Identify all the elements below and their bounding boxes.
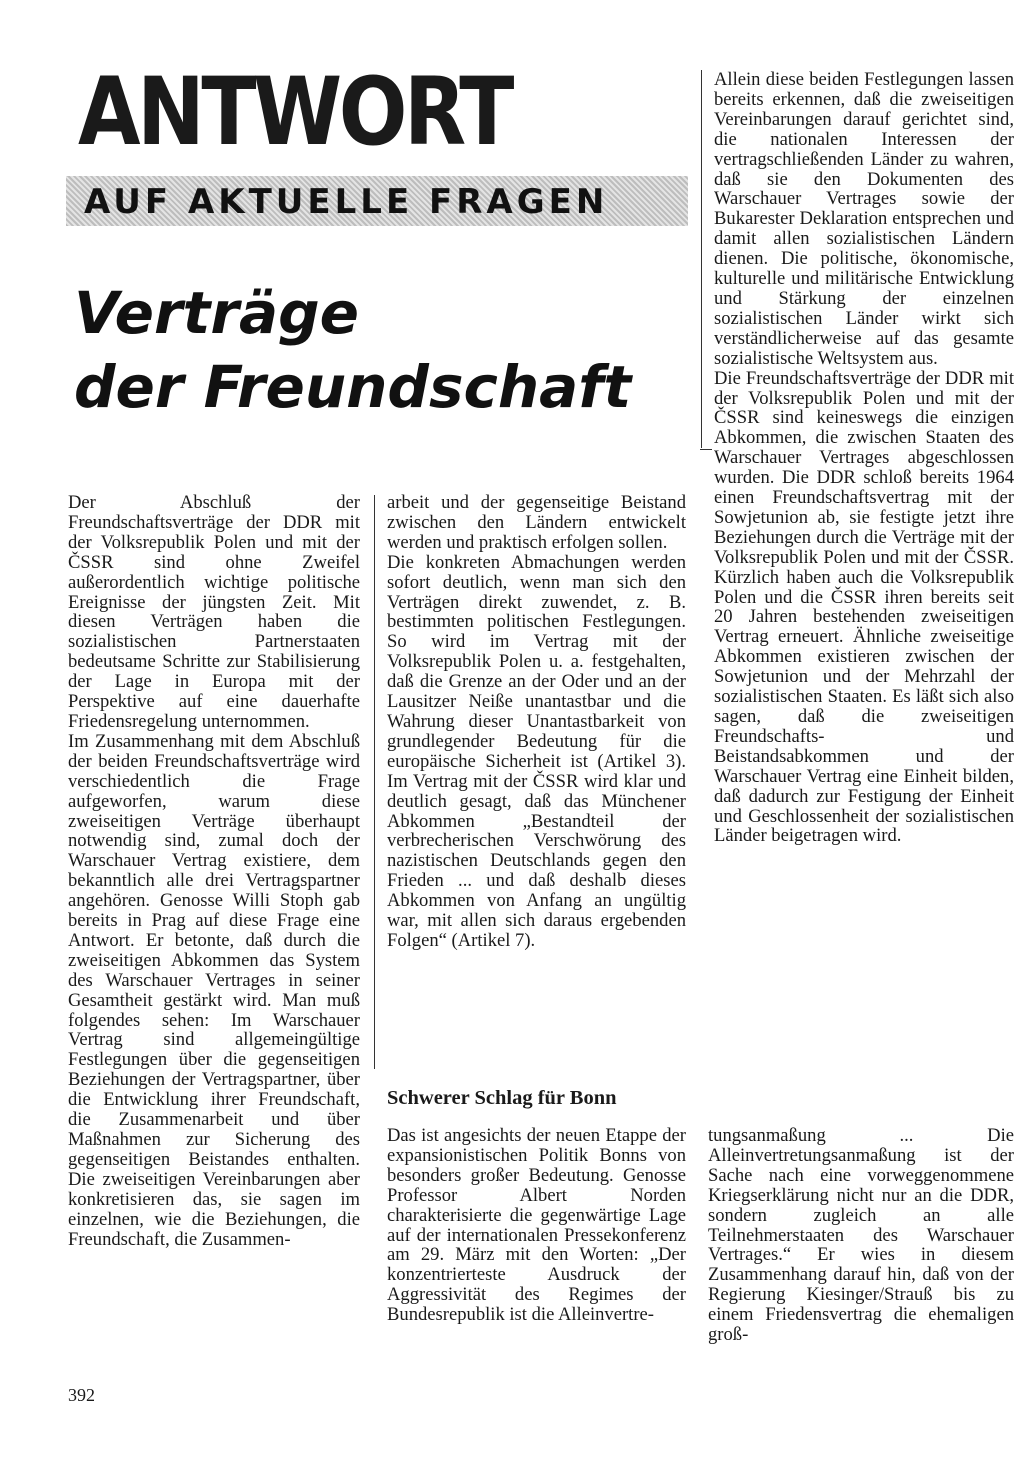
section-heading: Schwerer Schlag für Bonn [387,1087,617,1109]
paragraph: Die konkreten Abmachungen werden sofort deutlich, wenn man sich den Verträgen direkt zuwendet, z. B. bestimmten politischen Festlegungen. So wird im Vertrag mit der Volksrepublik Polen u. a. festgehalten, daß die Grenze an der Oder und an der Lausitzer Neiße unantastbar und die Wahrung dieser Unantastbarkeit von grundlegender Bedeutung für die europäische Sicherheit ist (Artikel 3). Im Vertrag mit der ČSSR wird klar und deutlich gesagt, daß das Münchener Abkommen „Bestandteil der verbrecherischen Verschwörung des nazistischen Deutschlands gegen den Frieden ... und daß deshalb dieses Abkommen von Anfang an ungültig war, mit allen sich daraus ergebenden Folgen“ (Artikel 7). [387,551,686,951]
middle-column-bottom [387,1126,686,1325]
page-number: 392 [68,1385,95,1405]
right-column-bottom [708,1126,1014,1345]
paragraph: Die Freundschaftsverträge der DDR mit der Volksrepublik Polen und mit der ČSSR sind keineswegs die einzigen Abkommen, die zwischen Staaten des Warschauer Vertrages abgeschlossen wurden. Die DDR schloß bereits 1964 einen Freundschaftsvertrag mit der Sowjetunion ab, sie festigte jetzt ihre Beziehungen durch die Verträge mit der Volksrepublik Polen und mit der ČSSR. Kürzlich haben auch die Volksrepublik Polen und die ČSSR ihren bereits seit 20 Jahren bestehenden zweiseitigen Vertrag erneuert. Ähnliche zweiseitige Abkommen existieren zwischen der Sowjetunion und der Mehrzahl der sozialistischen Staaten. Es läßt sich also sagen, daß die zweiseitigen Freundschafts- und Beistandsabkommen und der Warschauer Vertrag eine Einheit bilden, daß dadurch zur Festigung der Einheit und Geschlossenheit der sozialistischen Länder beigetragen wird. [714,367,1014,847]
main-title-line-2: der Freundschaft [74,353,632,421]
main-title [74,276,631,424]
paragraph: arbeit und der gegenseitige Beistand zwischen den Ländern entwickelt werden und praktisch erfolgen sollen. [387,492,686,553]
left-column [68,493,360,1249]
right-column-top [714,70,1014,846]
paragraph: Allein diese beiden Festlegungen lassen bereits erkennen, daß die zweiseitigen Vereinbarungen darauf gerichtet sind, die nationalen Interessen der vertragschließenden Länder zu wahren, daß sie den Dokumenten des Warschauer Vertrages sowie der Bukarester Deklaration entsprechen und damit allen sozialistischen Ländern dienen. Die politische, ökonomische, kulturelle und militärische Entwicklung und Stärkung der einzelnen sozialistischen Länder wirkt sich verständlicherweise auf das gesamte sozialistische Weltsystem aus. [714,69,1014,369]
paragraph: tungsanmaßung ... Die Alleinvertretungsanmaßung ist der Sache nach eine vorweggenommene Kriegserklärung nicht nur an die DDR, sondern zugleich an alle Teilnehmerstaaten des Warschauer Vertrages.“ Er wies in diesem Zusammenhang darauf hin, daß von der Regierung Kiesinger/Strauß bis zu einem Friedensvertrag die ehemaligen groß- [708,1125,1014,1346]
main-title-line-1: Verträge [74,279,359,347]
paragraph: Das ist angesichts der neuen Etappe der expansionistischen Politik Bonns von besonders großer Bedeutung. Genosse Professor Albert Norden charakterisierte die gegenwärtige Lage auf der internationalen Pressekonferenz am 29. März mit den Worten: „Der konzentrierteste Ausdruck der Aggressivität des Regimes der Bundesrepublik ist die Alleinvertre- [387,1125,686,1326]
paragraph: Im Zusammenhang mit dem Abschluß der beiden Freundschaftsverträge wird verschiedentlich die Frage aufgeworfen, warum diese zweiseitigen Verträge überhaupt notwendig sind, zumal doch der Warschauer Vertrag existiere, dem bekanntlich alle drei Vertragspartner angehören. Genosse Willi Stoph gab bereits in Prag auf diese Frage eine Antwort. Er betonte, daß durch die zweiseitigen Abkommen das System des Warschauer Vertrages in seiner Gesamtheit gestärkt wird. Man muß folgendes sehen: Im Warschauer Vertrag sind allgemeingültige Festlegungen über die gegenseitigen Beziehungen der Vertragspartner, über die Entwicklung ihrer Freundschaft, die Zusammenarbeit und über Maßnahmen zur Sicherung des gegenseitigen Beistandes enthalten. Die zweiseitigen Vereinbarungen aber konkretisieren das, sie sagen im einzelnen, wie die Beziehungen, die Freundschaft, die Zusammen- [68,730,360,1250]
paragraph: Der Abschluß der Freundschaftsverträge der DDR mit der Volksrepublik Polen und mit der ČSSR sind ohne Zweifel außerordentlich wichtige politische Ereignisse der jüngsten Zeit. Mit diesen Verträgen haben die sozialistischen Partnerstaaten bedeutsame Schritte zur Stabilisierung der Lage in Europa mit der Perspektive auf eine dauerhafte Friedensregelung unternommen. [68,492,360,732]
column-divider [701,70,702,448]
column-divider [374,495,375,1069]
subtitle: AUF AKTUELLE FRAGEN [84,182,609,222]
column-divider [700,449,712,450]
kicker-title: ANTWORT [78,58,511,167]
middle-column [387,493,686,951]
